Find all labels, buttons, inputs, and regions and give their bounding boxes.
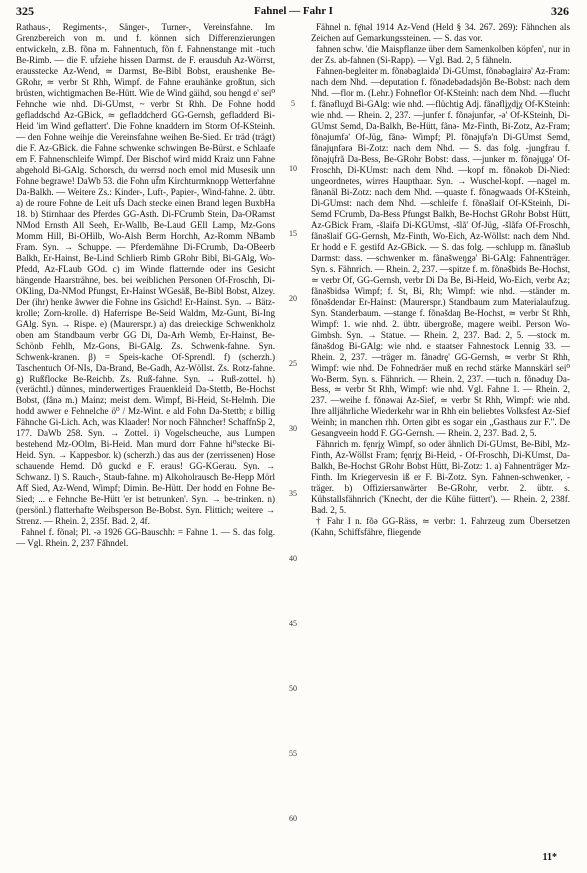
line-number: 25 (289, 359, 297, 368)
page-number-left: 325 (16, 4, 34, 18)
line-number: 20 (289, 294, 297, 303)
entry-faehnrich: Fähnrich m. fęnrįχ Wimpf, so oder ähnlich Di-GUmst, Be-Bibl, Mz-Finth, Az-Wöllst Fram; fęnrįχ Bi-Heid, - Of-Froschh, Di-KUmst, Da-Balkh, Be-Hochst GRohr Bobst Hütt, Bi-Zotz: 1. a) Fahnenträger Mz-Finth. Im Kriegervesin iß er F. Bi-Zotz. Syn. Fahnen-schwenker, -träger. b) Offiziersanwärter Be-GRohr, verbr. 2. übtr. s. Kühstallsfähnrich ('Knecht, der die Kühe füttert'). — Rhein. 2, 238f. Bad. 2, 5. (311, 439, 570, 516)
entry-fahne-continued: Rathaus-, Regiments-, Sänger-, Turner-, Vereinsfahne. Im Grenzbereich von m. und f. können sich Differenzierungen entwickeln, z.B. fõnə m. Fahnentuch, fõn f. Fahnenstange mit -tuch Be-Rimb. — die F. uf̄ziehe hissen Darmst. de F. erausduh Az-Wörrst, erausstecke Az-Wend, ≃ Darmst, Be-Bibl Bobst, eraushenke Be-GRohr, ≃ verbr St Rhh, Wimpf. de Fahne erauhänke großtun, sich brüsten, wichtigmachen Be-Hütt. Wie de Wind gäihd, sou hengd e' sei⁰ Fehnche wie nhd. Di-GUmst, ~ verbr St Rhh. De Fohne hodd gefladdschd Az-GBick, ≃ gefladdcherd GG-Gernsh, gefladderd Bi-Heid 'im Wind geflattert'. Die Fohne knaddern im Storm Of-KSteinh. — den Fohne weihje die Vereinsfahne weihen Be-Sied. Er träd (trägt) die F. Az-GBick. die Fahne schwenke schwingen Be-Bürst. e Schlaafe em F. Fahnenschleife Wimpf. Der Bischof wird midd Kraiz unn Fahne abgehold Bi-GAlg. Schorsch, du werrsd noch emol mid Musesik unn Fohne begrawe! DaWb 53. die Fohn uf̄m Kirchturmknopp Wetterfahne Da-Balkh. — Weitere Zs.: Kinder-, Luft-, Papier-, Wind-fahne. 2. übtr. a) de roure Fohne de Leit uf̄s Dach stecke einen Brand legen BuxbHa 18. b) Stirnhaar des Pferdes GG-Asth. Di-FCrumb Stein, Da-ORamst NMod Ernsth All Seeh, Er-Wallb, Be-Laud GEll Lamp, Mz-Gons Momm Hill, Bi-OHilb, Wo-Alsh Berm Horchh, Az-Romm NBamb Fram. Syn. → Schuppe. — Pferdemähne Di-FCrumb, Da-OBeerb Balkh, Er-Hainst, Be-Lind Schlierb Rimb GRohr Bibl, Bi-GAlg, Wo-Pfedd, Az-FLaub GOd. c) im Winde flatternde oder ins Gesicht hängende Haarsträhne, bes. bei weiblichen Personen Of-Froschh, Di-OKling, Da-NMod Pfungst, Er-Hainst WGesäß, Be-Bibl Bobst, Alzey. Der (ihr) henke âwwer die Fohne ins Gsichd! Er-Hainst. Syn. → Bätz-krolle; Zorn-krolle. d) Haferrispe Be-Seid Waldm, Mz-Gunt, Bi-Ing GAlg. Syn. → Rispe. e) (Maurerspr.) a) das dreieckige Schwenkholz oben am Standbaum verbr GG Di, Da-Arh Wemb, Er-Hainst, Be-Schönb Fehlh, Mz-Gons, Bi-GAlg. Zs. Schwenk-fahne. Syn. Schwenk-kranen. β) = Speis-kache Of-Sprendl. f) (scherzh.) Taschentuch Of-NIs, Da-Brand, Be-Gadh, Az-Wöllst. Zs. Rotz-fahne. g) Rußflocke Be-Reichb. Zs. Ruß-fahne. Syn. → Ruß-zottel. h) (verächtl.) dünnes, minderwertiges Frauenkleid Da-Stettb, Be-Hochst Bobst, (fânə m.) Mainz; meist dem. Wimpf, Bi-Heid, St-Helmh. Die hodd awwer e Fehnelche ö⁰ / Mz-Wint. e ald Fohn Da-Stettb; ε billig Fähnche Gi-Lich. Ach, was Klaader! Nor noch Fähncher! SchaffnSp 2, 177. DaWb 258. Syn. → Zottel. i) Vogelscheuche, aus Lumpen bestehend Mz-OOlm, Bi-Heid. Man murd dorr Fahne hi⁰stecke Bi-Heid. Syn. → Kappesbor. k) (scherzh.) das aus der (zerrissenen) Hose schauende Hemd. Dô guckd e F. eraus! GG-KGerau. Syn. → Schwanz. l) S. Rauch-, Staub-fahne. m) Alkoholrausch Be-Hepp Mörl Aff Sied, Az-Wend, Wimpf; Dimin. Be-Hütt. Der hodd en Fohne Be-Sied; ... e Fehnche Be-Hütt 'er ist betrunken'. Syn. → be-trinken. n) (persönl.) flatterhafte Weibsperson Be-Bobst. Syn. Flittich; weitere → Strenz. — Rhein. 2, 235f. Bad. 2, 4f. (16, 22, 275, 527)
right-column (311, 22, 570, 538)
line-number: 10 (289, 164, 297, 173)
line-number: 15 (289, 229, 297, 238)
entry-faehnel: Fähnel n. fę̄nəl 1914 Az-Vend (Held § 34. 267. 269): Fähnchen als Zeichen auf Gemarkungssteinen. — S. das vor. (311, 22, 570, 43)
left-column (16, 22, 275, 549)
entry-fahnen-compounds: Fahnen-begleiter m. fõnəbəglaidə' Di-GUmst, fõnəbəglairə' Az-Fram: nach dem Nhd. —deputation f. fõnədebədadsjõn Be-Bobst: nach dem Nhd. —flor m. (Lehr.) Fohneflor Of-KSteinh: nach dem Nhd. —flucht f. fãnəfluχd Bi-GAlg: wie nhd. —flüchtig Adj. fãnəflįχdįχ Of-KSteinh: wie nhd. — Rhein. 2, 237. —junfer f. fõnəjunfər, -ə' Of-KSteinh, Di-GUmst Semd, Da-Balkh, Be-Hütt, fãnə- Mz-Finth, Bi-Zotz, Az-Fram; fõnəjumfə' Of-Jüg, fãnə- Wimpf; Pl. fõnəjųfə'n Di-GUmst Semd, fãnəjųnfərə Bi-Zotz: nach dem Nhd. — S. das folg. -jungfrau f. fõnəjųfrã Da-Bess, Be-GRohr Bobst: dass. —junker m. fõnəjųgə' Of-Froschh, Di-KUmst: nach dem Nhd. —kopf m. fõnəkob Di-Nied: ungeordnetes, wirres Haupthaar. Syn. → Wuschel-kopf. —nagel m. fãnənäl Bi-Zotz: nach dem Nhd. —quaste f. fõnəgwaads Of-KSteinh, Di-GUmst: nach dem Nhd. —schleife f. fõnəšlaif Of-KSteinh, Di-Semd FCrumb, Da-Bess Pfungst Balkh, Be-Hochst GRohr Bobst Hütt, Az-GBick Fram, -šlaifə Di-KGUmst, -šlã' Of-Jüg, -šlãfə Of-Froschh, fãnəšlaif GG-Gernsh, Mz-Finth, Wo-Eich, Az-Wöllst: nach dem Nhd. Er hodd e F. gestifd Az-GBick. — S. das folg. —schlupp m. fãnəšlub Darmst: dass. —schwenker m. fãnəšweŋgə' Bi-GAlg: Fahnenträger. Syn. s. Fähnrich. — Rhein. 2, 237. —spitze f. m. fõnəšbids Be-Hochst, ≃ verbr Of, GG-Gernsh, verbr Di Da Be, Bi-Heid, Wo-Eich, verbr Az; fãnəšbidsə Wimpf; f. St, Bi, Rh; Wimpf: wie nhd. —ständer m. fõnəšdendər Er-Hainst: (Maurerspr.) Standbaum zum Materialaufzug. Syn. Standerbaum. —stange f. fõnəšdaŋ Be-Hochst, ≃ verbr St Rhh, Wimpf: 1. wie nhd. 2. übtr. übergroße, magere weibl. Person Wo-Gimbsh. Syn. → Statue. — Rhein. 2, 237. Bad. 2, 5. —stock m. fãnəšdog Bi-GAlg: wie nhd. e staatser Fahnestock Lennig 33. — Rhein. 2, 237. —träger m. fãnədrę' GG-Gernsh, ≃ verbr St Rhh, Wimpf: wie nhd. De Fohnedräer muß en rechd stärke Mannskärl sei⁰ Wo-Berm. Syn. s. Fähnrich. — Rhein. 2, 237. —tuch n. fõnəduχ Da-Bess, ≃ verbr St Rhh, Wimpf: wie nhd. Vgl. Fahne 1. — Rhein. 2, 237. —weihe f. fõnəwai Az-Sief, ≃ verbr St Rhh, Wimpf: wie nhd. Ihre alljährliche Wiederkehr war in Rhh ein beliebtes Volksfest Az-Sief Weinh; in manchen rhh. Orten gibt es sogar ein „Gasthaus zur F.". De Gesangveein hodd F. GG-Gernsh. — Rhein. 2, 237. Bad. 2, 5. (311, 65, 570, 439)
line-number: 30 (289, 424, 297, 433)
line-number: 40 (289, 554, 297, 563)
running-title: Fahnel — Fahr I (254, 5, 333, 17)
entry-fahnen-verb: fahnen schw. 'die Maispflanze über dem Samenkolben köpfen', nur in der Zs. ab-fahnen (Si-Rapp). — Vgl. Bad. 2, 5 fähneln. (311, 43, 570, 65)
line-number: 45 (289, 619, 297, 628)
entry-fahr-i: † Fahr I n. fõə GG-Räss, ≃ verbr: 1. Fahrzeug zum Übersetzen (Kahn, Schiffsfähre, fliegende (311, 516, 570, 538)
line-number: 35 (289, 489, 297, 498)
line-number: 50 (289, 684, 297, 693)
entry-fahnel: Fahnel f. fõnəl; Pl. -ə 1926 GG-Bauschh: = Fahne 1. — S. das folg. — Vgl. Rhein. 2, 237 Fa̋hndel. (16, 527, 275, 549)
page-number-right: 326 (551, 4, 569, 18)
line-number: 60 (289, 814, 297, 823)
signature-mark: 11* (542, 852, 557, 863)
line-number: 5 (291, 99, 295, 108)
line-number: 55 (289, 749, 297, 758)
